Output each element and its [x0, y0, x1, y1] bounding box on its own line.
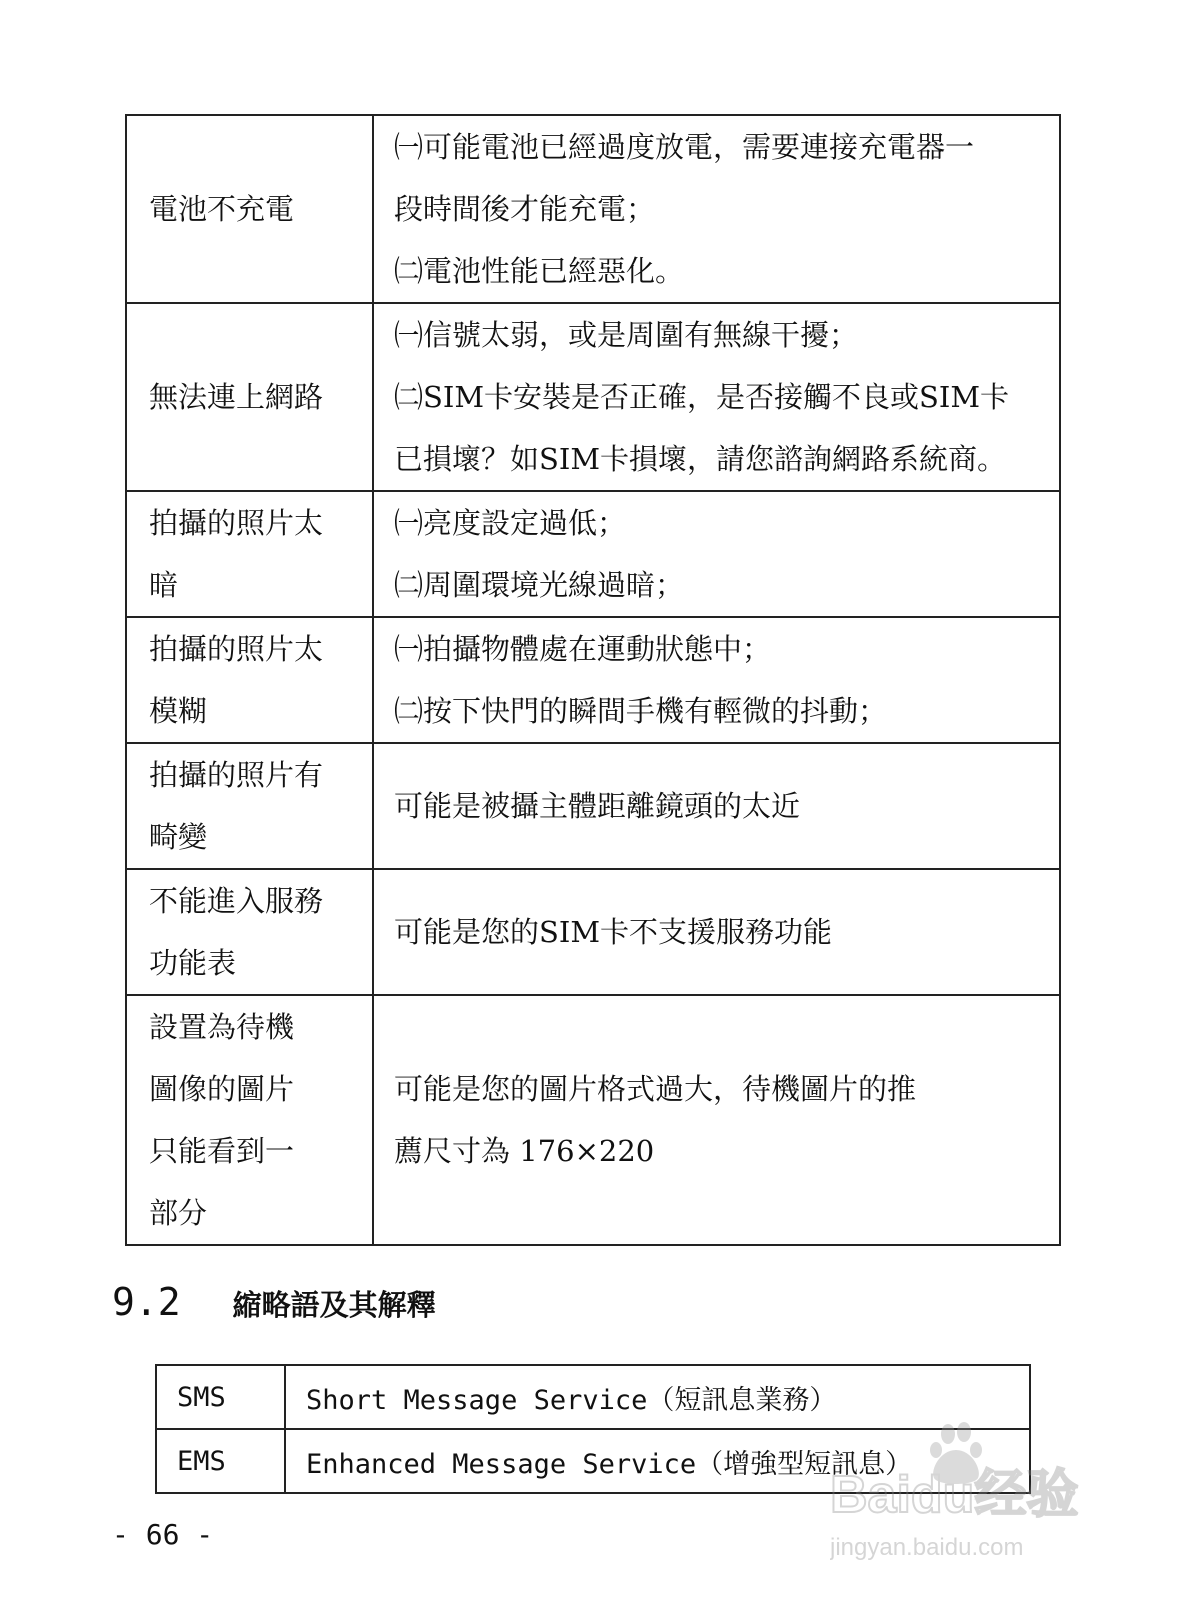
- abbr-desc-cell: Short Message Service（短訊息業務）: [285, 1365, 1030, 1429]
- problem-line: 部分: [149, 1196, 208, 1230]
- table-row: [126, 491, 1060, 617]
- solution-line: ㈠可能電池已經過度放電，需要連接充電器一: [394, 130, 975, 164]
- problem-cell: [126, 303, 373, 491]
- problem-line: 暗: [149, 568, 179, 602]
- section-heading: [112, 1280, 436, 1340]
- problem-line: 只能看到一: [149, 1134, 295, 1168]
- solution-line: 段時間後才能充電；: [394, 192, 656, 226]
- troubleshooting-table: [125, 114, 1061, 1246]
- solution-line: 可能是被攝主體距離鏡頭的太近: [394, 789, 801, 823]
- section-title: 縮略語及其解釋: [232, 1288, 436, 1322]
- problem-line: 拍攝的照片有: [149, 758, 324, 792]
- problem-cell: [126, 617, 373, 743]
- baidu-watermark-logo: [830, 1420, 1120, 1570]
- problem-line: 電池不充電: [149, 192, 295, 226]
- section-number: 9.2: [112, 1280, 181, 1324]
- solution-cell: [373, 115, 1060, 303]
- solution-cell: [373, 617, 1060, 743]
- abbr-cell: SMS: [156, 1365, 285, 1429]
- table-row: [126, 995, 1060, 1245]
- watermark-url-text: jingyan.baidu.com: [830, 1534, 1024, 1561]
- solution-line: ㈠拍攝物體處在運動狀態中；: [394, 632, 772, 666]
- problem-cell: [126, 743, 373, 869]
- solution-line: ㈡SIM卡安裝是否正確，是否接觸不良或SIM卡: [394, 380, 1010, 414]
- problem-line: 功能表: [149, 946, 237, 980]
- abbr-cell: EMS: [156, 1429, 285, 1493]
- solution-line: ㈠信號太弱，或是周圍有無線干擾；: [394, 318, 859, 352]
- abbr-desc-cell: Enhanced Message Service（增強型短訊息）: [285, 1429, 1030, 1493]
- page-number: - 66 -: [112, 1518, 214, 1551]
- problem-line: 不能進入服務: [149, 884, 324, 918]
- table-row: [126, 303, 1060, 491]
- table-row: [126, 743, 1060, 869]
- problem-cell: [126, 491, 373, 617]
- solution-cell: [373, 995, 1060, 1245]
- solution-cell: [373, 869, 1060, 995]
- watermark-brand-text: Baidu经验: [830, 1466, 1079, 1524]
- table-row: [126, 617, 1060, 743]
- solution-line: 薦尺寸為 176×220: [394, 1134, 655, 1168]
- solution-line: ㈡電池性能已經惡化。: [394, 254, 685, 288]
- troubleshooting-table-body: [126, 115, 1060, 1245]
- table-row: [126, 115, 1060, 303]
- solution-line: 可能是您的SIM卡不支援服務功能: [394, 915, 833, 949]
- problem-line: 圖像的圖片: [149, 1072, 295, 1106]
- problem-cell: [126, 869, 373, 995]
- solution-cell: [373, 303, 1060, 491]
- table-row: [126, 869, 1060, 995]
- solution-line: 已損壞？如SIM卡損壞，請您諮詢網路系統商。: [394, 442, 1007, 476]
- solution-line: ㈡按下快門的瞬間手機有輕微的抖動；: [394, 694, 888, 728]
- solution-line: ㈠亮度設定過低；: [394, 506, 627, 540]
- solution-line: 可能是您的圖片格式過大，待機圖片的推: [394, 1072, 917, 1106]
- problem-cell: [126, 995, 373, 1245]
- solution-cell: [373, 743, 1060, 869]
- problem-line: 畸變: [149, 820, 208, 854]
- solution-cell: [373, 491, 1060, 617]
- problem-line: 拍攝的照片太: [149, 632, 324, 666]
- problem-cell: [126, 115, 373, 303]
- problem-line: 拍攝的照片太: [149, 506, 324, 540]
- solution-line: ㈡周圍環境光線過暗；: [394, 568, 685, 602]
- problem-line: 模糊: [149, 694, 208, 728]
- problem-line: 設置為待機: [149, 1010, 295, 1044]
- problem-line: 無法連上網路: [149, 380, 324, 414]
